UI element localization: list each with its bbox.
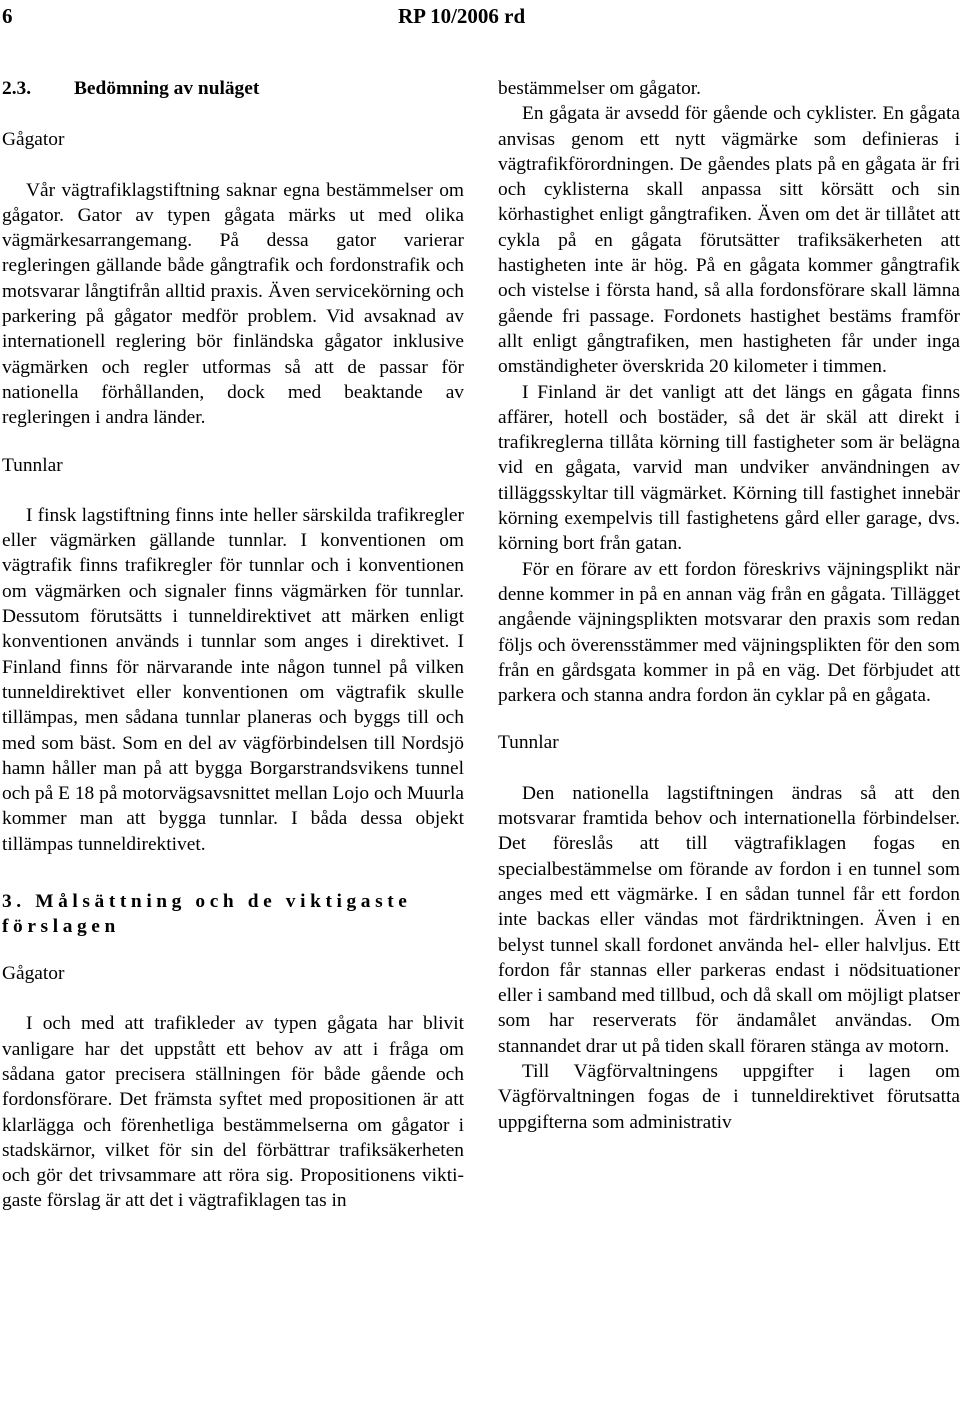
journal-reference: RP 10/2006 rd xyxy=(398,4,526,28)
subheading-gagator: Gågator xyxy=(2,963,65,985)
right-column xyxy=(498,76,960,1135)
subheading-tunnlar: Tunnlar xyxy=(2,454,63,476)
section-heading-line: förslagen xyxy=(2,916,120,938)
paragraph: En gågata är avsedd för gående och cyklister. En gågata anvisas genom ett nytt vägmärke som definieras i vägtrafikförordningen. De gåendes plats på en gågata är fri och cyklisterna skall anpassa sitt körsätt och sin körhastighet enligt gångtrafiken. Även om det är tillåtet att cykla på en gågata förutsätter trafiksäkerheten att hastigheten inte är hög. På en gågata kommer gångtrafik och vistelse i första hand, så alla fordonsförare skall lämna gående fri passage. Fordonets hastighet bestäms framför allt enligt gångtrafiken, men hastigheten får under inga omständigheter överskrida 20 kilometer i timmen. xyxy=(498,103,960,378)
subheading-tunnlar: Tunnlar xyxy=(498,732,559,754)
paragraph: I och med att trafikleder av typen gågata har blivit vanligare har det uppstått ett behov av att i fråga om sådana gator precisera ställningen för både gående och fordonsförare. Det främsta syftet med propositionen är att klarlägga och förenhetliga bestämmelserna om gågator i stadskärnor, vilket för sin del förbättrar trafiksäkerheten och gör det trivsammare att röra sig. Propositionens viktigaste förslag är att det i vägtrafiklagen tas in xyxy=(2,1013,464,1212)
section-number: 2.3. xyxy=(2,78,32,99)
paragraph: Till Vägförvaltningens uppgifter i lagen om Vägförvaltningen fogas de i tunneldirektivet förutsatta uppgifterna som administrativ xyxy=(498,1060,960,1133)
paragraph: Vår vägtrafiklagstiftning saknar egna bestämmelser om gågator. Gator av typen gågata märks ut med olika vägmärkesarrangemang. På dessa gator varierar regleringen gällande både gångtrafik och fordonstrafik och motsvarar långtifrån alltid praxis. Även servicekörning och parkering på gågator medför problem. Vid avsaknad av internationell reglering bör finländska gågator inklusive vägmärken och regler utformas så att de passar för nationella förhållanden, dock med beaktande av regleringen i andra länder. xyxy=(2,179,464,429)
page-number: 6 xyxy=(2,4,13,28)
left-column xyxy=(2,76,464,1214)
page-header xyxy=(0,4,960,28)
paragraph: I finsk lagstiftning finns inte heller särskilda trafikregler eller vägmärken gällande tunnlar. I konventionen om vägtrafik finns trafikregler för tunnlar och i konventionen om vägmärken och signaler finns vägmärken för tunnlar. Dessutom förutsätts i tunneldirektivet att märken enligt konventionen används i tunnlar som anges i direktivet. I Finland finns för närvarande inte någon tunnel på vilken tunneldirektivet eller konventionen om vägtrafik skulle tillämpas, men sådana tunnlar planeras och byggs till och med som bäst. Som en del av vägförbindelsen till Nordsjö hamn håller man på att bygga Borgarstrandsvikens tunnel och på E 18 på motorvägsavsnittet mellan Lojo och Muurla kommer man att bygga tunnlar. I båda dessa objekt tillämpas tunneldirektivet. xyxy=(2,504,464,855)
section-heading-2-3 xyxy=(2,76,464,101)
section-heading-line: 3. Målsättning och de viktigaste xyxy=(2,891,412,913)
paragraph: Den nationella lagstiftningen ändras så att den motsvarar framtida behov och internationella förbindelser. Det föreslås att till vägtrafiklagen fogas en specialbestämmelse om förande av fordon i en tunnel som anges med ett vägmärke. I en sådan tunnel får ett fordon inte backas eller vändas mot färdriktningen. Även i en belyst tunnel skall fordonet använda hel- eller halvljus. Ett fordon får stannas eller parkeras endast i nödsituationer eller i samband med tillbud, och då skall om möjligt platser som har reserverats för ändamålet användas. Om stannandet drar ut på tiden skall föraren stänga av motorn. xyxy=(498,782,960,1057)
paragraph: bestämmelser om gågator. xyxy=(498,78,702,99)
subheading-gagator: Gågator xyxy=(2,129,65,151)
paragraph: För en förare av ett fordon föreskrivs väjningsplikt när denne kommer in på en annan väg från en gågata. Tillägget angående väjningsplikten motsvarar den praxis som redan följs och överensstämmer med väjningsplikten för den som från en gårdsgata kommer in på en väg. Det förbjudet att parkera och stanna andra fordon än cyklar på en gågata. xyxy=(498,558,960,707)
section-title: Bedömning av nuläget xyxy=(74,78,260,99)
paragraph: I Finland är det vanligt att det längs en gågata finns affärer, hotell och bostäder, så det är skäl att direkt i trafikreglerna tillåta körning till fastigheter som är belägna vid en gågata, varvid man undviker användningen av tilläggsskyltar till vägmärket. Körning till fastighet innebär körning exempelvis till fastighetens gård eller garage, dvs. körning bort från gatan. xyxy=(498,381,960,555)
section-heading-3 xyxy=(2,889,464,939)
